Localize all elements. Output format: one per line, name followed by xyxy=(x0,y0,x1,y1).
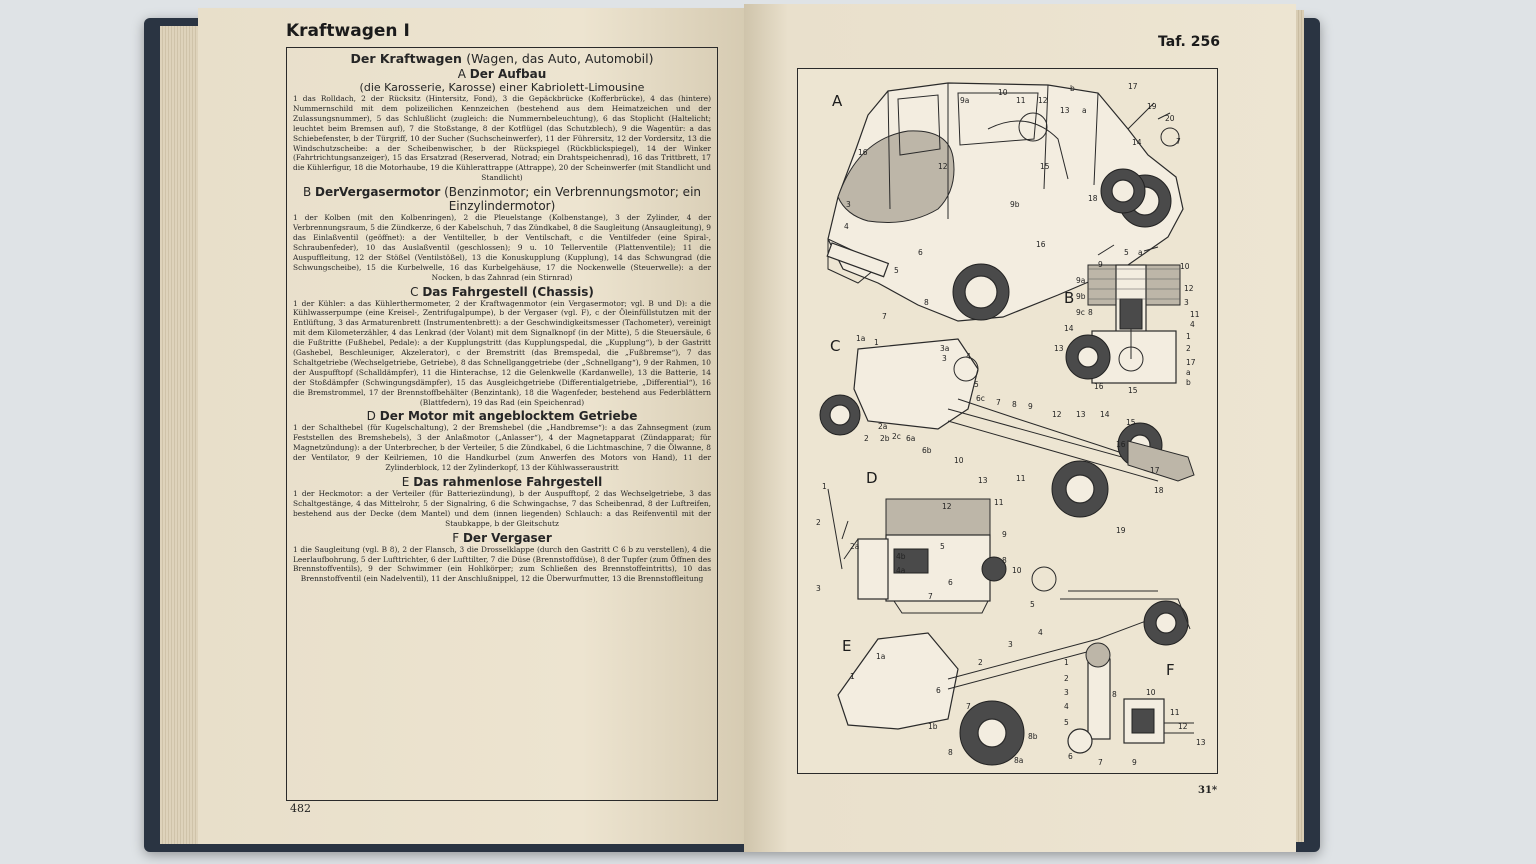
callout-e-2: 2 xyxy=(978,658,983,667)
callout-f-11: 11 xyxy=(1170,708,1180,717)
callout-e-4: 4 xyxy=(1038,628,1043,637)
callout-b-1: 1 xyxy=(1186,332,1191,341)
callout-b-9c: 9c xyxy=(1076,308,1085,317)
callout-a-10: 10 xyxy=(998,88,1008,97)
callout-a-13: 13 xyxy=(1060,106,1070,115)
callout-a-16: 16 xyxy=(1036,240,1046,249)
callout-c-4: 4 xyxy=(966,352,971,361)
callout-d-10: 10 xyxy=(1012,566,1022,575)
callout-c-8: 8 xyxy=(1012,400,1017,409)
callout-c-15: 15 xyxy=(1126,418,1136,427)
page-number-right: 31* xyxy=(1198,785,1218,796)
callout-b-8: 8 xyxy=(1088,308,1093,317)
section-body-d: 1 der Schalthebel (für Kugelschaltung), 2 der Bremshebel (die „Handbremse“): a das Zahnsegment (zum Feststellen des Bremshebels), 3 der Anlaßmotor („Anlasser“), 4 der Magnetapparat (Zündapparat; für Magnetzündung): a der Unterbrecher, b der Verteiler, 5 die Zündkabel, 6 die Lichtmaschine, 7 die Ölwanne, 8 der Ventilator, 9 der Keilriemen, 10 die Handkurbel (zum Anwerfen des Motors von Hand), 11 der Zylinderblock, 12 der Zylinderkopf, 13 der Kühlwasseraustritt xyxy=(293,423,711,473)
plate-drawings xyxy=(798,69,1219,775)
callout-f-6: 6 xyxy=(1068,752,1073,761)
callout-a-17: 17 xyxy=(1128,82,1138,91)
callout-d-9: 9 xyxy=(1002,530,1007,539)
figure-f-carburettor xyxy=(1068,643,1194,753)
section-body-a: 1 das Rolldach, 2 der Rücksitz (Hintersitz, Fond), 3 die Gepäckbrücke (Kofferbrücke), 4 das (hintere) Nummernschild mit dem polizeilichen Kennzeichen (bestehend aus dem Heimatzeichen und der Zulassungsnummer), 5 das Schlußlicht (zugleich: die Nummernbeleuchtung), 6 das Stoplicht (Haltelicht; leuchtet beim Bremsen auf), 7 die Stoßstange, 8 der Kotflügel (das Schutzblech), 9 die Wagentür: a das Schiebefenster, b der Türgriff, 10 der Sucher (Suchscheinwerfer), 11 der Führersitz, 12 der Vordersitz, 13 die Windschutzscheibe: a der Scheibenwischer, b der Rückspiegel (Rückblickspiegel), 14 der Winker (Fahrtrichtungsanzeiger), 15 das Ersatzrad (Reserverad, Notrad; ein Drahtspeichenrad), 16 das Trittbrett, 17 die Kühlerfigur, 18 die Motorhaube, 19 die Kühlerattrappe (Attrappe), 20 der Scheinwerfer (mit Standlicht und Standlicht) xyxy=(293,94,711,183)
callout-c-18: 18 xyxy=(1154,486,1164,495)
callout-a-18: 18 xyxy=(1088,194,1098,203)
figure-label-f: F xyxy=(1166,661,1175,679)
callout-b-14: 14 xyxy=(1064,324,1074,333)
section-heading-e: E Das rahmenlose Fahrgestell xyxy=(401,475,603,489)
callout-a-14: 14 xyxy=(1132,138,1142,147)
callout-a-1: 16 xyxy=(858,148,868,157)
callout-f-12: 12 xyxy=(1178,722,1188,731)
section-heading-b: B DerVergasermotor (Benzinmotor; ein Verbrennungsmotor; ein Einzylindermotor) xyxy=(302,185,702,214)
section-body-e: 1 der Heckmotor: a der Verteiler (für Batteriezündung), b der Auspufftopf, 2 das Wechselgetriebe, 3 das Schaltgestänge, 4 das Mittelrohr, 5 der Signalring, 6 die Schwingachse, 7 das Scheibenrad, 8 der Luftreifen, bestehend aus der Decke (dem Mantel) und dem (innen liegenden) Schlauch: a das Reifenventil mit der Staubkappe, b der Gleitschutz xyxy=(293,489,711,528)
figure-label-e: E xyxy=(842,637,852,655)
section-body-f: 1 die Saugleitung (vgl. B 8), 2 der Flansch, 3 die Drosselklappe (durch den Gastritt C 6 b zu verstellen), 4 die Leerlaufbohrung, 5 der Lufttrichter, 6 der Lufttilter, 7 die Düse (Brennstoffdüse), 8 der Tupfer (zum Öffnen des Brennstoffventils), 9 der Schwimmer (ein Hohlkörper; zum Schließen des Brennstoffeintritts), 10 das Brennstoffventil (ein Nadelventil), 11 der Anschlußnippel, 12 die Überwurfmutter, 13 die Brennstoffleitung xyxy=(293,544,711,584)
figure-label-b: B xyxy=(1064,289,1075,307)
callout-d-4a: 4a xyxy=(896,566,906,575)
section-heading-d: D Der Motor mit angeblocktem Getriebe xyxy=(366,409,638,424)
callout-f-13: 13 xyxy=(1196,738,1206,747)
callout-c-2a: 2a xyxy=(878,422,888,431)
section-body-b: 1 der Kolben (mit den Kolbenringen), 2 die Pleuelstange (Kolbenstange), 3 der Zylinder, 4 der Verbrennungsraum, 5 die Zündkerze, 6 der Kabelschuh, 7 das Zündkabel, 8 die Saugleitung (Ansaugleitung), 9 das Einlaßventil (geöffnet): a der Ventilteller, b der Ventilschaft, c die Ventilfeder (eine Spiral-, Schraubenfeder), 10 das Auslaßventil (geschlossen); 9 u. 10 Tellerventile (Plattenventile); 11 die Auspuffleitung, 12 der Stößel (Ventilstößel), 13 die Konuskupplung (Kupplung), 14 das Schwungrad (die Schwungscheibe), 15 die Kurbelwelle, 16 das Kurbelgehäuse, 17 die Nockenwelle (Steuerwelle): a der Nocken, b das Zahnrad (ein Stirnrad) xyxy=(293,213,711,282)
callout-a-9a: 9a xyxy=(960,96,970,105)
callout-a-15: 15 xyxy=(1040,162,1050,171)
callout-c-3a: 3a xyxy=(940,344,950,353)
callout-a-3: 3 xyxy=(846,200,851,209)
callout-d-11: 11 xyxy=(994,498,1004,507)
callout-f-2: 2 xyxy=(1064,674,1069,683)
callout-a-11: 11 xyxy=(1016,96,1026,105)
callout-c-5: 5 xyxy=(974,380,979,389)
callout-c-16: 16 xyxy=(1116,440,1126,449)
callout-d-2: 2 xyxy=(816,518,821,527)
callout-d-13: 13 xyxy=(978,476,988,485)
callout-c-2c: 2c xyxy=(892,432,901,441)
callout-d-4b: 4b xyxy=(896,552,906,561)
callout-f-5: 5 xyxy=(1064,718,1069,727)
callout-f-4: 4 xyxy=(1064,702,1069,711)
callout-c-7: 7 xyxy=(996,398,1001,407)
callout-a-9b: 9b xyxy=(1010,200,1020,209)
callout-e-6: 6 xyxy=(936,686,941,695)
section-heading-a: A Der Aufbau xyxy=(457,67,547,81)
callout-c-6a: 6a xyxy=(906,434,916,443)
page-number-left: 482 xyxy=(290,802,311,815)
callout-a-8: 8 xyxy=(924,298,929,307)
callout-d-8: 8 xyxy=(1002,556,1007,565)
callout-b-a2: a xyxy=(1186,368,1191,377)
callout-a-12: 12 xyxy=(1038,96,1048,105)
section-heading-f: F Der Vergaser xyxy=(452,530,552,545)
callout-c-3: 3 xyxy=(942,354,947,363)
callout-d-2a: 2a xyxy=(850,542,860,551)
callout-c-2: 2 xyxy=(864,434,869,443)
callout-e-1: 1 xyxy=(850,672,855,681)
callout-e-5: 5 xyxy=(1030,600,1035,609)
illustration-plate xyxy=(797,68,1218,774)
figure-label-c: C xyxy=(830,337,841,355)
callout-b-15: 15 xyxy=(1128,386,1138,395)
callout-c-6b: 6b xyxy=(922,446,932,455)
callout-b-17: 17 xyxy=(1186,358,1196,367)
callout-e-1b: 1b xyxy=(928,722,938,731)
callout-f-8: 8 xyxy=(1112,690,1117,699)
section-heading-c: C Das Fahrgestell (Chassis) xyxy=(410,284,594,299)
running-head-right: Taf. 256 xyxy=(1158,34,1220,50)
callout-c-13: 13 xyxy=(1076,410,1086,419)
callout-c-19: 19 xyxy=(1116,526,1126,535)
callout-a-7b: 7 xyxy=(882,312,887,321)
callout-f-9: 9 xyxy=(1132,758,1137,767)
callout-b-9b: 9b xyxy=(1076,292,1086,301)
callout-c-1: 1 xyxy=(874,338,879,347)
callout-a-2: 12 xyxy=(938,162,948,171)
callout-c-10: 10 xyxy=(954,456,964,465)
callout-c-14: 14 xyxy=(1100,410,1110,419)
callout-b-b2: b xyxy=(1186,378,1191,387)
callout-c-1a: 1a xyxy=(856,334,866,343)
callout-b-5: 5 xyxy=(1124,248,1129,257)
callout-c-2b: 2b xyxy=(880,434,890,443)
callout-d-1: 1 xyxy=(822,482,827,491)
callout-a-7: 7 xyxy=(1176,137,1181,146)
callout-f-3: 3 xyxy=(1064,688,1069,697)
callout-f-10: 10 xyxy=(1146,688,1156,697)
callout-d-3: 3 xyxy=(816,584,821,593)
figure-label-a: A xyxy=(832,92,843,110)
callout-b-9a: 9a xyxy=(1076,276,1086,285)
callout-f-7: 7 xyxy=(1098,758,1103,767)
callout-b-3: 3 xyxy=(1184,298,1189,307)
callout-c-11: 11 xyxy=(1016,474,1026,483)
callout-d-5: 5 xyxy=(940,542,945,551)
callout-c-6c: 6c xyxy=(976,394,985,403)
callout-e-8b: 8b xyxy=(1028,732,1038,741)
callout-b-9: 9 xyxy=(1098,260,1103,269)
callout-a-19: 19 xyxy=(1147,102,1157,111)
figure-d-engine-gearbox xyxy=(828,489,1006,613)
callout-b-10: 10 xyxy=(1180,262,1190,271)
callout-e-8: 8 xyxy=(948,748,953,757)
running-head-left: Kraftwagen I xyxy=(286,21,410,41)
callout-b-11: 11 xyxy=(1190,310,1200,319)
callout-b-12: 12 xyxy=(1184,284,1194,293)
callout-a-5: 5 xyxy=(894,266,899,275)
callout-e-8a: 8a xyxy=(1014,756,1024,765)
callout-c-17: 17 xyxy=(1150,466,1160,475)
text-frame xyxy=(286,47,718,801)
callout-d-7: 7 xyxy=(928,592,933,601)
callout-b-4: 4 xyxy=(1190,320,1195,329)
callout-a-13a: a xyxy=(1082,106,1087,115)
main-title: Der Kraftwagen (Wagen, das Auto, Automobil) xyxy=(350,51,654,66)
callout-d-12: 12 xyxy=(942,502,952,511)
callout-a-b: b xyxy=(1070,84,1075,93)
callout-d-6: 6 xyxy=(948,578,953,587)
callout-c-12: 12 xyxy=(1052,410,1062,419)
callout-f-1: 1 xyxy=(1064,658,1069,667)
callout-e-3: 3 xyxy=(1008,640,1013,649)
callout-b-13: 13 xyxy=(1054,344,1064,353)
callout-e-1a: 1a xyxy=(876,652,886,661)
callout-a-6: 6 xyxy=(918,248,923,257)
page-edge-left xyxy=(160,26,200,844)
callout-c-9: 9 xyxy=(1028,402,1033,411)
callout-a-20: 20 xyxy=(1165,114,1175,123)
callout-b-2: 2 xyxy=(1186,344,1191,353)
callout-b-a: a xyxy=(1138,248,1143,257)
callout-a-4: 4 xyxy=(844,222,849,231)
callout-b-16: 16 xyxy=(1094,382,1104,391)
section-body-c: 1 der Kühler: a das Kühlerthermometer, 2 der Kraftwagenmotor (ein Vergasermotor; vgl. B und D): a die Kühlwasserpumpe (eine Kreisel-, Zentrifugalpumpe), b der Vergaser (vgl. F), c der Öleinfüllstutzen mit der Entlüftung, 3 das Armaturenbrett (Instrumentenbrett): a der Geschwindigkeitsmesser (Tachometer), vereinigt mit dem Kilometerzähler, 4 das Lenkrad (der Volant) mit dem Signalknopf (in der Mitte), 5 die Steuersäule, 6 die Fußtritte (Fußhebel, Pedale): a der Kupplungstritt (das Kupplungspedal, die „Kupplung“), b der Gastritt (Gashebel, Beschleuniger, Akzelerator), c der Bremstritt (das Bremspedal, die „Fußbremse“), 7 das Schaltgetriebe (Wechselgetriebe, Getriebe), 8 das Schnellganggetriebe (der „Schnellgang“), 9 der Rahmen, 10 der Auspufftopf (Schalldämpfer), 11 die Hinterachse, 12 die Gelenkwelle (Kardanwelle), 13 die Batterie, 14 der Stoßdämpfer (Schwingungsdämpfer), 15 das Ausgleichgetriebe (Differentialgetriebe, „Differential“), 16 die Bremstrommel, 17 der Brennstoffbehälter (Benzintank), 18 die Wagenfeder, bestehend aus Federblättern (Blattfedern), 19 das Rad (ein Speichenrad) xyxy=(293,298,711,407)
figure-label-d: D xyxy=(866,469,878,487)
section-subheading-a: (die Karosserie, Karosse) einer Kabriolett-Limousine xyxy=(359,81,645,94)
callout-e-7: 7 xyxy=(966,702,971,711)
